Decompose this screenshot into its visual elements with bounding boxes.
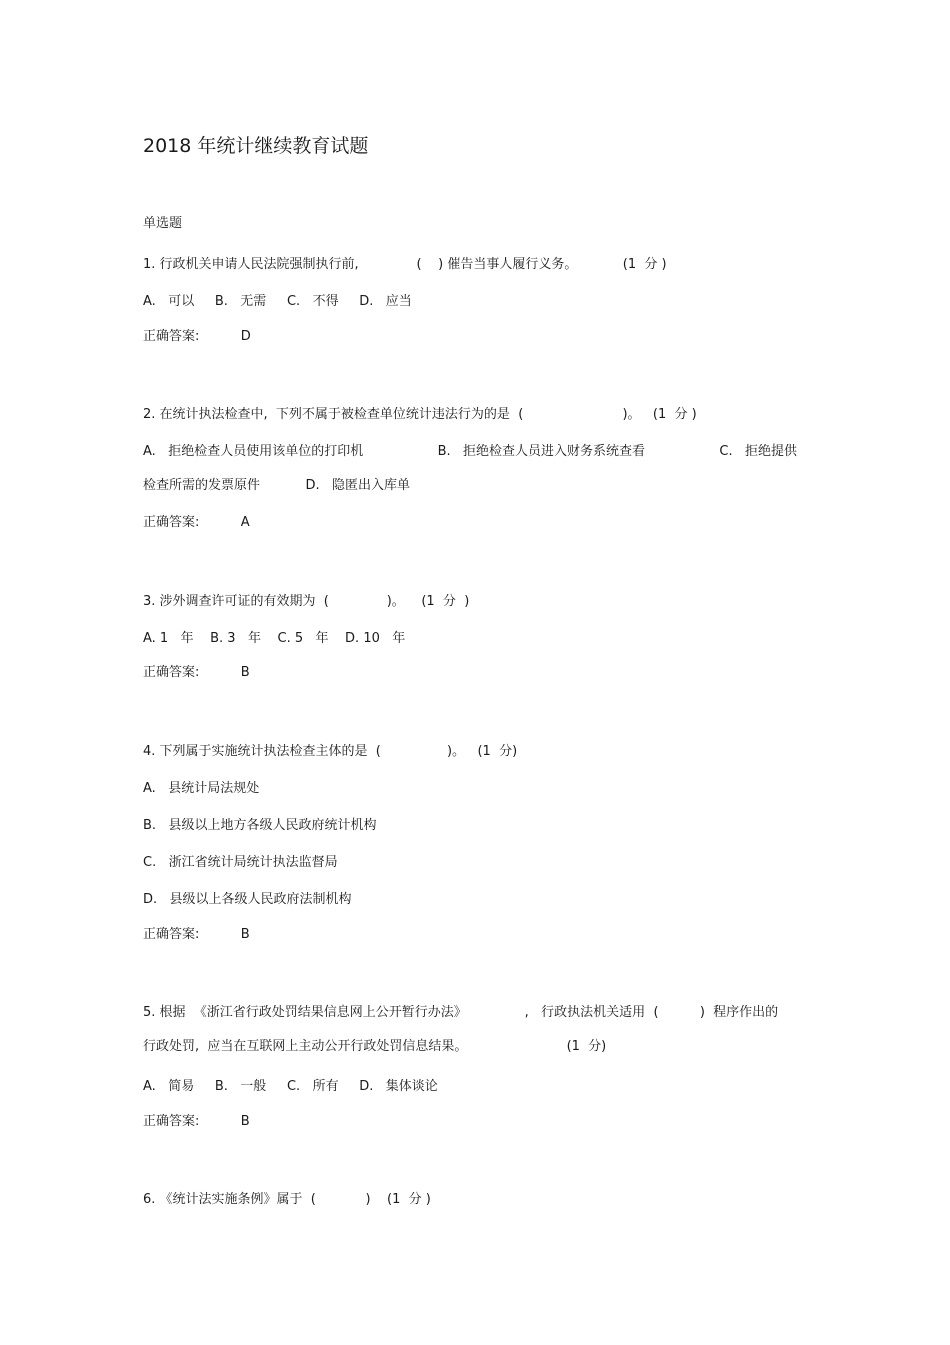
question-4-answer: 正确答案: B	[143, 927, 250, 942]
question-1-options: A. 可以 B. 无需 C. 不得 D. 应当	[143, 294, 412, 309]
question-3-options: A. 1 年 B. 3 年 C. 5 年 D. 10 年	[143, 631, 406, 646]
question-2-options-line-1: A. 拒绝检查人员使用该单位的打印机 B. 拒绝检查人员进入财务系统查看 C. 拒绝提供	[143, 444, 798, 459]
question-4-option-a: A. 县统计局法规处	[143, 781, 260, 796]
question-4-option-c: C. 浙江省统计局统计执法监督局	[143, 855, 338, 870]
question-6-stem: 6. 《统计法实施条例》属于 ( ) (1 分 )	[143, 1192, 431, 1207]
question-1-stem: 1. 行政机关申请人民法院强制执行前, ( ) 催告当事人履行义务。 (1 分 )	[143, 257, 667, 272]
page-title: 2018 年统计继续教育试题	[143, 135, 369, 157]
question-1-answer: 正确答案: D	[143, 329, 251, 344]
question-5-answer: 正确答案: B	[143, 1114, 250, 1129]
question-4-option-d: D. 县级以上各级人民政府法制机构	[143, 892, 352, 907]
question-2-stem: 2. 在统计执法检查中, 下列不属于被检查单位统计违法行为的是 ( )。 (1 分 )	[143, 407, 697, 422]
question-3-stem: 3. 涉外调查许可证的有效期为 ( )。 (1 分 )	[143, 594, 470, 609]
question-3-answer: 正确答案: B	[143, 665, 250, 680]
question-5-options: A. 简易 B. 一般 C. 所有 D. 集体谈论	[143, 1079, 438, 1094]
question-2-options-line-2: 检查所需的发票原件 D. 隐匿出入库单	[143, 478, 410, 493]
question-5-stem-line-2: 行政处罚, 应当在互联网上主动公开行政处罚信息结果。 (1 分)	[143, 1039, 607, 1054]
question-5-stem-line-1: 5. 根据 《浙江省行政处罚结果信息网上公开暂行办法》 , 行政执法机关适用 ( ) 程序作出的	[143, 1005, 779, 1020]
question-4-option-b: B. 县级以上地方各级人民政府统计机构	[143, 818, 377, 833]
question-2-answer: 正确答案: A	[143, 515, 250, 530]
question-4-stem: 4. 下列属于实施统计执法检查主体的是 ( )。 (1 分)	[143, 744, 518, 759]
section-heading: 单选题	[143, 216, 183, 231]
